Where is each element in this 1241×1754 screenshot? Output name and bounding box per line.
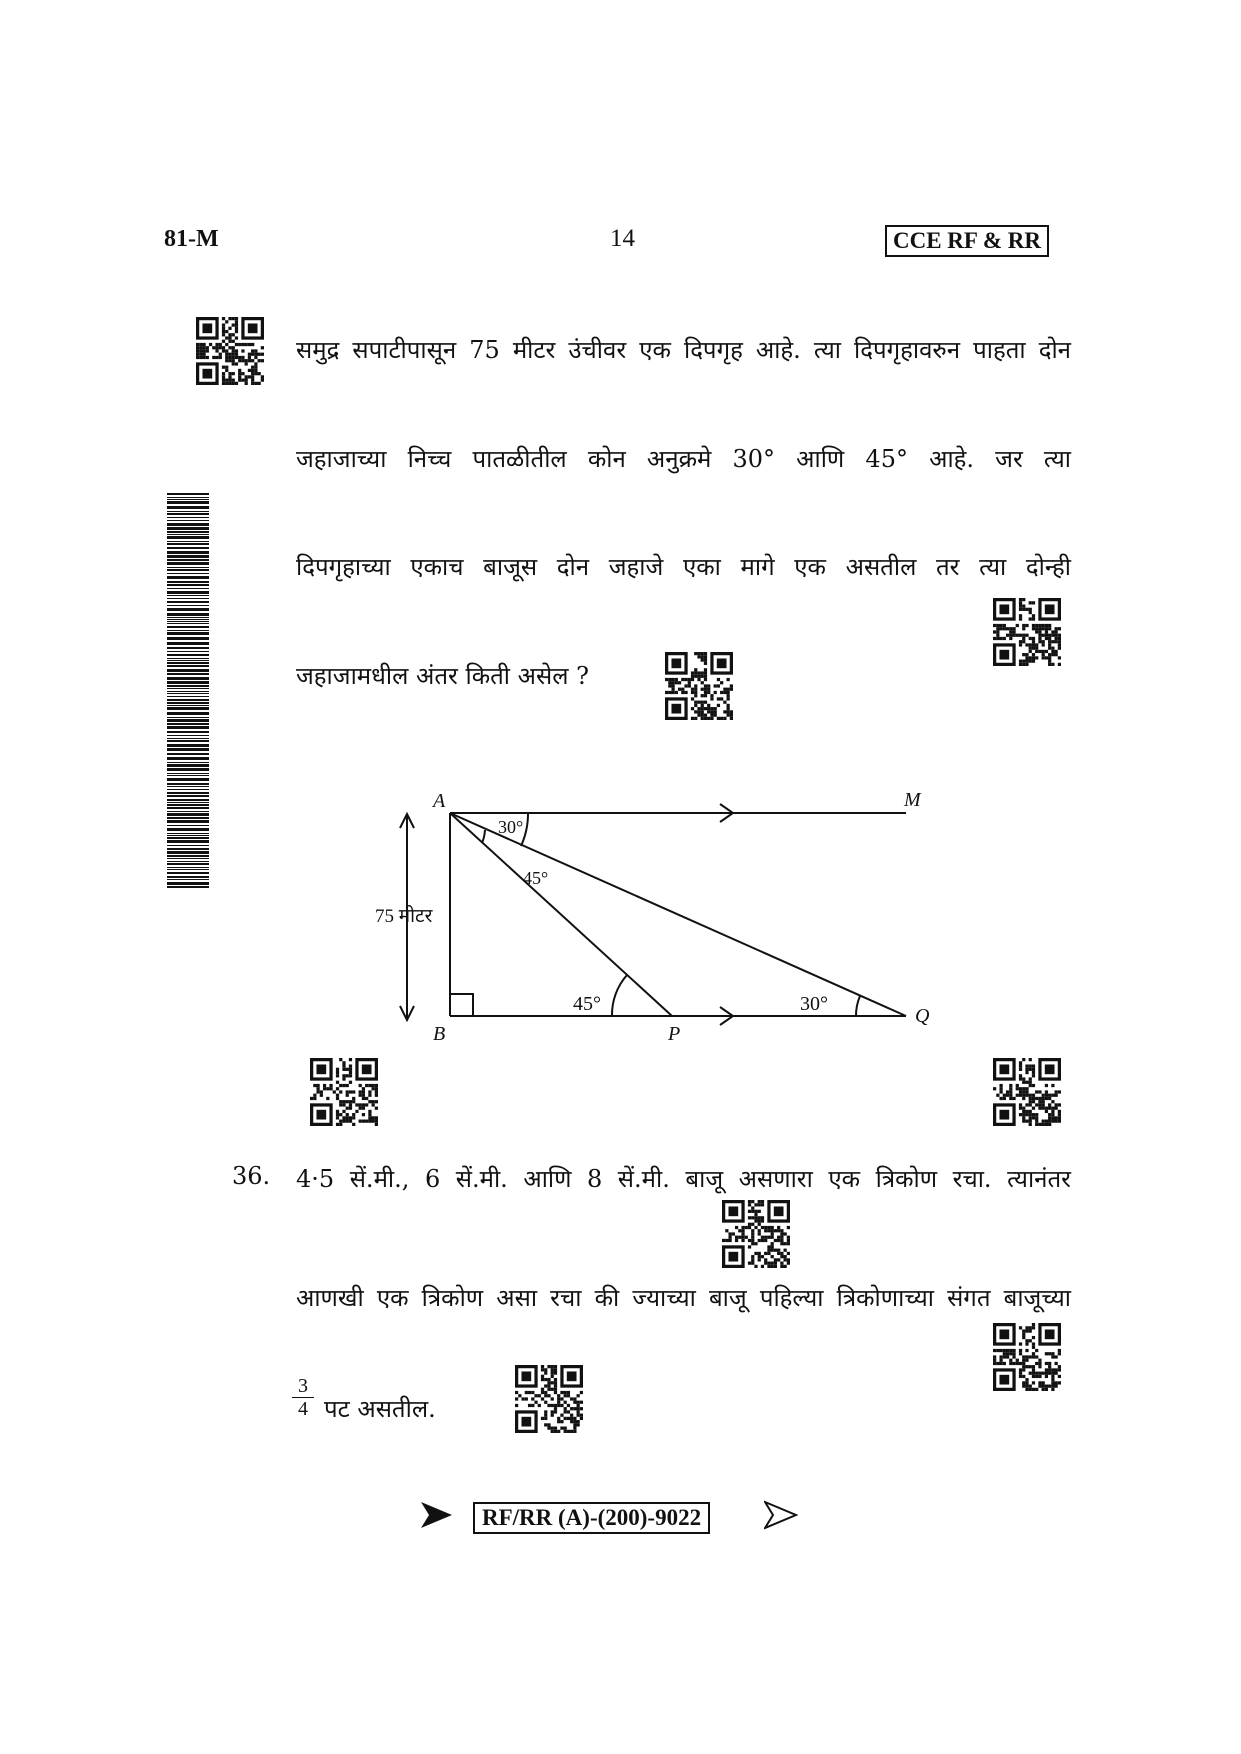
line-AP [450, 813, 672, 1016]
arc-45-at-P [612, 975, 627, 1016]
fraction-numerator: 3 [292, 1375, 314, 1398]
question-36-line-2: आणखी एक त्रिकोण असा रचा की ज्याच्या बाजू पहिल्या त्रिकोणाच्या संगत बाजूच्या [296, 1284, 1071, 1312]
qr-code-icon [993, 1058, 1061, 1126]
question-35-line-2: जहाजाच्या निच्च पातळीतील कोन अनुक्रमे 30° आणि 45° आहे. जर त्या [296, 445, 1071, 473]
qr-code-icon [993, 598, 1061, 666]
label-Q: Q [915, 1005, 930, 1027]
exam-code-box: CCE RF & RR [885, 225, 1049, 257]
footer-code-box: RF/RR (A)-(200)-9022 [473, 1502, 710, 1534]
label-P: P [668, 1023, 681, 1045]
question-35-line-4: जहाजामधील अंतर किती असेल ? [296, 662, 589, 690]
height-label: 75 मीटर [375, 906, 433, 927]
fraction-denominator: 4 [298, 1398, 308, 1420]
question-36-line-1: 4·5 सें.मी., 6 सें.मी. आणि 8 सें.मी. बाजू असणारा एक त्रिकोण रचा. त्यानंतर [296, 1165, 1071, 1193]
qr-code-icon [196, 317, 264, 385]
footer-arrow-right-icon [764, 1500, 798, 1536]
qr-code-icon [515, 1365, 583, 1433]
label-A: A [433, 790, 446, 812]
line-AQ [450, 813, 906, 1016]
question-35-line-1: समुद्र सपाटीपासून 75 मीटर उंचीवर एक दिपगृह आहे. त्या दिपगृहावरुन पाहता दोन [296, 336, 1071, 364]
question-35-line-3: दिपगृहाच्या एकाच बाजूस दोन जहाजे एका मागे एक असतील तर त्या दोन्ही [296, 553, 1071, 581]
angle-label-45-A: 45° [523, 868, 549, 888]
angle-label-45-P: 45° [573, 993, 601, 1015]
question-36-number: 36. [232, 1162, 271, 1190]
question-36-line-3: पट असतील. [324, 1395, 436, 1423]
angle-of-depression-diagram [360, 780, 960, 1060]
label-M: M [904, 789, 921, 811]
fraction-three-quarters [292, 1375, 314, 1420]
arc-45-at-A [482, 830, 485, 843]
paper-code: 81-M [164, 226, 219, 252]
right-angle-marker [450, 994, 473, 1016]
qr-code-icon [665, 652, 733, 720]
arc-30-at-Q [856, 996, 860, 1016]
page-number: 14 [610, 225, 635, 252]
vertical-barcode [167, 493, 209, 890]
angle-label-30-Q: 30° [800, 993, 828, 1015]
label-B: B [433, 1023, 446, 1045]
angle-label-30-A: 30° [498, 817, 524, 837]
footer-arrow-left-icon [420, 1500, 454, 1536]
qr-code-icon [310, 1058, 378, 1126]
qr-code-icon [993, 1323, 1061, 1391]
qr-code-icon [722, 1200, 790, 1268]
